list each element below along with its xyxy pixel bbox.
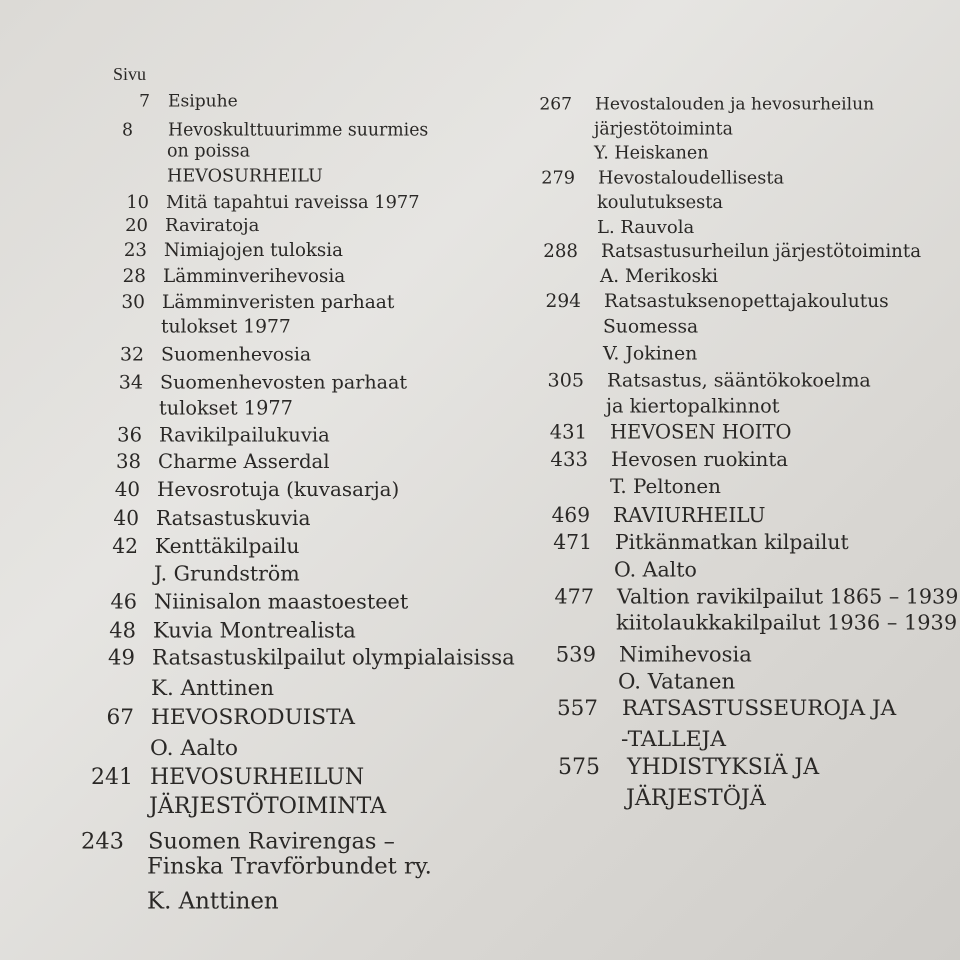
- left-entry-page-number: 8: [122, 120, 133, 141]
- right-entry-line: koulutuksesta: [597, 192, 723, 214]
- right-entry-page-number: 294: [545, 290, 581, 312]
- right-entry-page-number: 288: [543, 240, 578, 262]
- left-entry-page-number: 10: [126, 192, 149, 214]
- right-entry-line: Y. Heiskanen: [594, 143, 709, 164]
- right-entry-line: Suomessa: [603, 316, 699, 338]
- right-entry-page-number: 557: [556, 696, 598, 722]
- right-entry-page-number: 279: [541, 168, 575, 189]
- right-entry-line: A. Merikoski: [600, 265, 719, 287]
- right-entry-line: järjestötoiminta: [594, 119, 733, 140]
- left-entry-page-number: 32: [119, 343, 144, 366]
- left-entry-title: Hevosrotuja (kuvasarja): [157, 478, 400, 502]
- right-entry-title: RATSASTUSSEUROJA JA: [622, 696, 897, 722]
- left-entry-title: Mitä tapahtui raveissa 1977: [166, 192, 420, 214]
- left-entry-page-number: 38: [115, 450, 141, 474]
- left-entry-line: J. Grundström: [154, 561, 300, 586]
- left-entry-page-number: 40: [113, 505, 139, 530]
- left-entry-title: Kuvia Montrealista: [153, 618, 356, 643]
- left-entry-title: Niinisalon maastoesteet: [154, 589, 409, 614]
- left-entry-title: Suomenhevosia: [161, 343, 312, 366]
- right-entry-page-number: 575: [558, 754, 600, 780]
- left-entry-page-number: 23: [123, 239, 147, 261]
- left-entry-title: Hevoskulttuurimme suurmies: [168, 120, 429, 141]
- right-entry-line: ja kiertopalkinnot: [606, 394, 780, 418]
- right-entry-page-number: 469: [551, 502, 590, 527]
- right-entry-line: kiitolaukkakilpailut 1936 – 1939: [616, 610, 958, 635]
- right-entry-title: Hevosen ruokinta: [611, 448, 788, 472]
- left-entry-line: O. Aalto: [150, 736, 239, 762]
- right-entry-title: Ratsastuksenopettajakoulutus: [604, 290, 889, 312]
- left-entry-page-number: 243: [81, 828, 124, 855]
- left-entry-line: HEVOSURHEILU: [167, 166, 323, 187]
- left-entry-title: Suomenhevosten parhaat: [160, 370, 408, 394]
- left-entry-title: Esipuhe: [168, 91, 238, 112]
- right-entry-title: YHDISTYKSIÄ JA: [627, 754, 820, 780]
- right-entry-page-number: 471: [553, 529, 592, 554]
- left-entry-page-number: 67: [106, 705, 134, 731]
- left-entry-title: Kenttäkilpailu: [155, 533, 300, 558]
- left-entry-line: on poissa: [167, 141, 251, 162]
- left-entry-page-number: 7: [139, 91, 150, 112]
- page-column-label: Sivu: [113, 64, 147, 85]
- right-entry-title: Ratsastus, sääntökokoelma: [607, 368, 871, 392]
- left-entry-page-number: 40: [114, 478, 140, 502]
- left-entry-title: Nimiajojen tuloksia: [164, 239, 343, 261]
- right-entry-title: Nimihevosia: [619, 641, 752, 667]
- right-entry-page-number: 477: [554, 584, 594, 609]
- left-entry-title: Ratsastuskuvia: [156, 505, 311, 530]
- left-entry-page-number: 28: [122, 265, 146, 287]
- right-entry-line: -TALLEJA: [621, 727, 727, 753]
- right-entry-page-number: 305: [547, 368, 584, 392]
- left-entry-page-number: 36: [117, 423, 142, 447]
- right-entry-line: JÄRJESTÖJÄ: [626, 784, 766, 811]
- left-entry-title: Ravikilpailukuvia: [159, 423, 330, 447]
- right-entry-page-number: 539: [555, 641, 596, 667]
- right-entry-title: Ratsastusurheilun järjestötoiminta: [601, 240, 922, 262]
- right-entry-page-number: 431: [549, 420, 587, 444]
- left-entry-line: K. Anttinen: [151, 676, 275, 702]
- right-entry-line: O. Vatanen: [618, 669, 736, 695]
- left-entry-page-number: 34: [118, 370, 143, 394]
- left-entry-title: HEVOSRODUISTA: [151, 705, 355, 731]
- left-entry-title: Raviratoja: [165, 215, 260, 237]
- left-entry-title: Ratsastuskilpailut olympialaisissa: [152, 644, 515, 670]
- right-entry-line: T. Peltonen: [610, 475, 721, 499]
- left-entry-line: Finska Travförbundet ry.: [147, 853, 432, 880]
- left-entry-page-number: 20: [125, 215, 148, 237]
- right-entry-title: Valtion ravikilpailut 1865 – 1939: [617, 584, 959, 609]
- left-entry-title: Lämminverihevosia: [163, 265, 346, 287]
- left-entry-line: tulokset 1977: [161, 316, 291, 338]
- left-entry-title: HEVOSURHEILUN: [150, 764, 365, 790]
- right-entry-title: HEVOSEN HOITO: [610, 420, 792, 444]
- left-entry-line: tulokset 1977: [159, 396, 293, 420]
- left-entry-title: Suomen Ravirengas –: [148, 828, 395, 855]
- left-entry-page-number: 241: [91, 764, 133, 790]
- right-entry-title: Hevostaloudellisesta: [598, 168, 784, 189]
- left-entry-title: Lämminveristen parhaat: [162, 291, 395, 313]
- left-entry-page-number: 48: [109, 618, 136, 643]
- left-entry-page-number: 46: [110, 589, 137, 614]
- left-entry-title: Charme Asserdal: [158, 450, 330, 474]
- right-entry-line: L. Rauvola: [597, 217, 695, 239]
- right-entry-line: V. Jokinen: [603, 342, 698, 365]
- right-entry-title: RAVIURHEILU: [613, 502, 766, 527]
- left-entry-page-number: 49: [108, 644, 135, 670]
- right-entry-page-number: 267: [539, 94, 572, 115]
- left-entry-page-number: 30: [121, 291, 145, 313]
- left-entry-line: JÄRJESTÖTOIMINTA: [149, 792, 387, 819]
- left-entry-page-number: 42: [112, 533, 138, 558]
- right-entry-title: Hevostalouden ja hevosurheilun: [595, 94, 875, 115]
- left-entry-line: K. Anttinen: [147, 888, 279, 915]
- right-entry-title: Pitkänmatkan kilpailut: [615, 529, 849, 554]
- right-entry-line: O. Aalto: [614, 557, 697, 582]
- right-entry-page-number: 433: [550, 448, 588, 472]
